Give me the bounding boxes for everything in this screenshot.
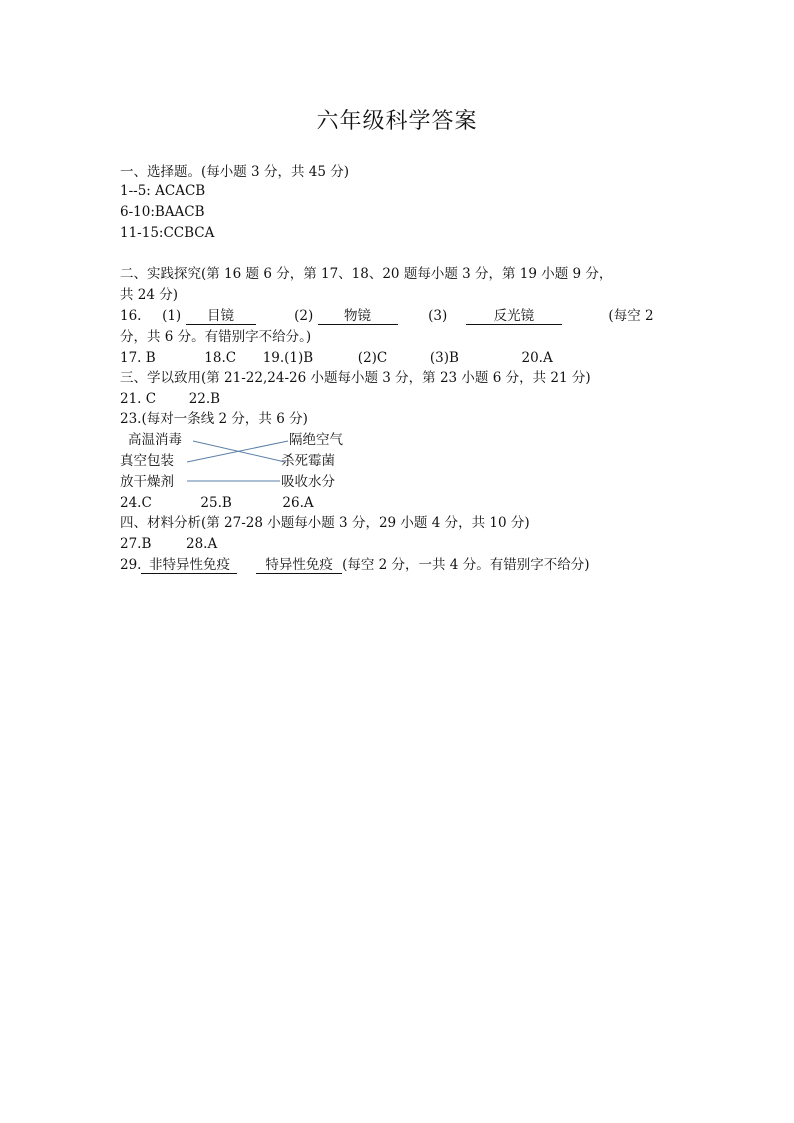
answer-19-2: (2)C: [357, 350, 388, 366]
q16-note-cont: 分，共 6 分。有错别字不给分。): [120, 329, 312, 345]
answer-19-1: 19.(1)B: [262, 350, 314, 366]
q16-blank-2: 物镜: [318, 308, 398, 325]
answer-6-10: 6-10:BAACB: [120, 204, 205, 220]
match-left-item: 放干燥剂: [120, 474, 174, 490]
q16-part2-label: (2): [294, 308, 314, 324]
q16-note: (每空 2: [608, 308, 654, 324]
match-right-item: 吸收水分: [281, 474, 335, 490]
section-2-header: 二、实践探究(第 16 题 6 分，第 17、18、20 题每小题 3 分，第 19 小题 9 分，: [120, 266, 613, 282]
q29-blank-1: 非特异性免疫: [141, 557, 237, 574]
section-4-header: 四、材料分析(第 27-28 小题每小题 3 分，29 小题 4 分，共 10 分): [120, 515, 530, 531]
answer-11-15: 11-15:CCBCA: [120, 225, 215, 241]
answer-20: 20.A: [521, 350, 553, 366]
answer-26: 26.A: [282, 495, 314, 511]
answer-25: 25.B: [200, 495, 232, 511]
answer-28: 28.A: [185, 536, 218, 552]
answer-21: 21. C: [120, 391, 157, 407]
answer-1-5: 1--5: ACACB: [120, 183, 206, 199]
q16-part3-label: (3): [428, 308, 448, 324]
question-29: [120, 556, 589, 574]
q29-note: (每空 2 分，一共 4 分。有错别字不给分): [342, 557, 590, 573]
answer-24: 24.C: [120, 495, 152, 511]
q29-blank-2: 特异性免疫: [256, 557, 342, 574]
q16-blank-1: 目镜: [186, 308, 256, 325]
answer-18: 18.C: [204, 350, 237, 366]
match-left-item: 高温消毒: [128, 432, 182, 448]
answers-24-26: [120, 494, 314, 512]
answer-19-3: (3)B: [429, 350, 459, 366]
section-1-header: 一、选择题。(每小题 3 分，共 45 分): [120, 164, 349, 180]
match-right-item: 隔绝空气: [289, 432, 343, 448]
page-title: 六年级科学答案: [316, 109, 478, 134]
answer-27: 27.B: [120, 536, 152, 552]
q29-number: 29.: [120, 557, 142, 573]
q16-number: 16.: [120, 308, 142, 324]
answer-17: 17. B: [120, 350, 156, 366]
section-2-header-cont: 共 24 分): [120, 287, 179, 303]
section-3-header: 三、学以致用(第 21-22,24-26 小题每小题 3 分，第 23 小题 6 分，共 21 分): [120, 370, 591, 386]
answers-27-28: [120, 535, 217, 553]
match-right-item: 杀死霉菌: [281, 453, 335, 469]
answer-22: 22.B: [188, 391, 221, 407]
match-left-item: 真空包装: [120, 453, 174, 469]
question-23: 23.(每对一条线 2 分，共 6 分): [120, 411, 308, 427]
q16-part1-label: (1): [162, 308, 182, 324]
q16-blank-3: 反光镜: [466, 308, 562, 325]
